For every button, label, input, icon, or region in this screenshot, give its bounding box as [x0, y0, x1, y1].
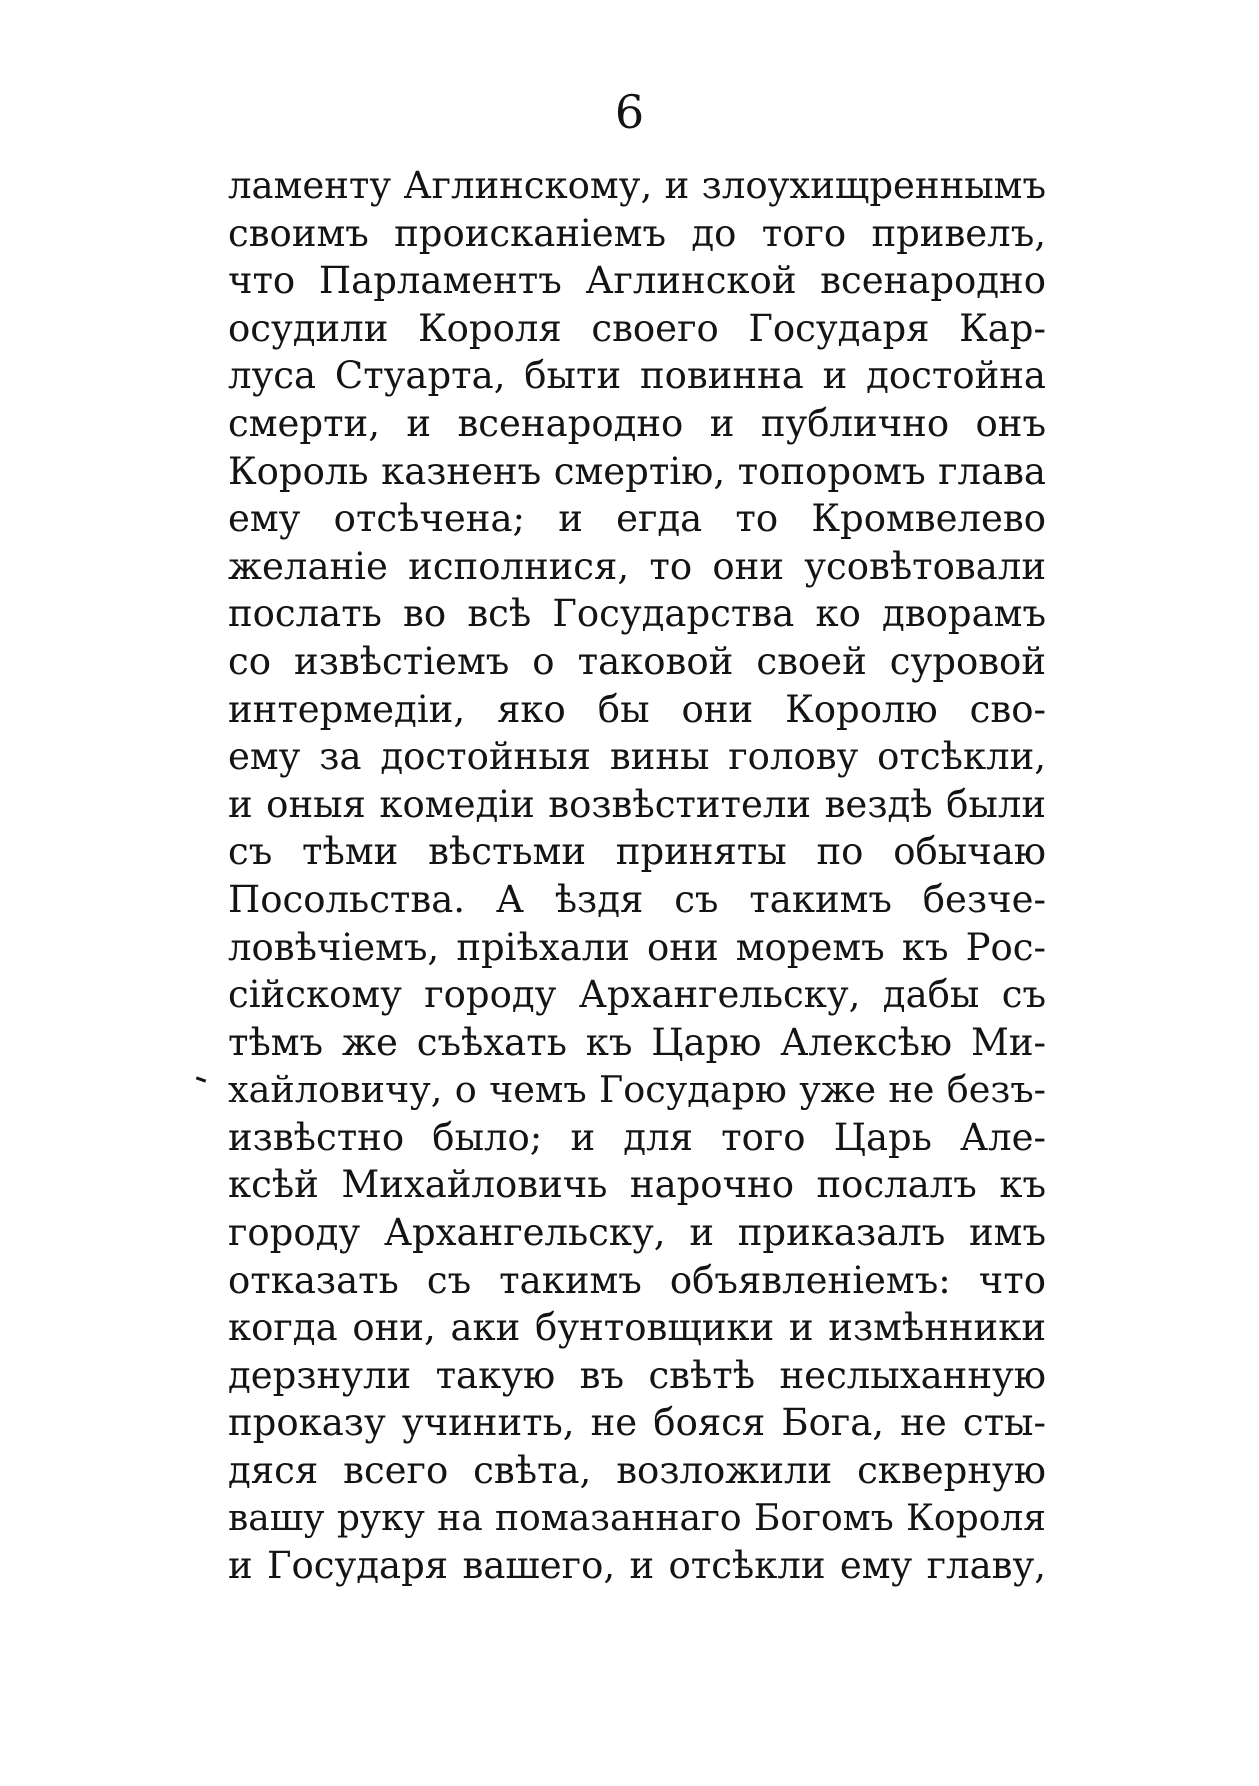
text-line: когда они, аки бунтовщики и измѣнники: [228, 1306, 1046, 1350]
text-line: что Парламентъ Аглинской всенародно: [228, 259, 1046, 303]
text-line: со извѣстіемъ о таковой своей суровой: [228, 639, 1046, 683]
text-line: отказать съ такимъ объявленіемъ: что: [228, 1258, 1046, 1302]
text-line: ксѣй Михайловичь нарочно послалъ къ: [228, 1163, 1046, 1207]
text-line: хайловичу, о чемъ Государю уже не безъ-: [228, 1068, 1046, 1112]
text-line: вашу руку на помазаннаго Богомъ Короля: [228, 1496, 1046, 1539]
text-line: ловѣчіемъ, пріѣхали они моремъ къ Рос-: [228, 925, 1046, 969]
text-line: проказу учинить, не бояся Бога, не сты-: [228, 1401, 1046, 1445]
text-line: ламенту Аглинскому, и злоухищреннымъ: [228, 164, 1046, 207]
text-line: дяся всего свѣта, возложили скверную: [228, 1449, 1046, 1493]
text-line: интермедіи, яко бы они Королю сво-: [228, 687, 1046, 731]
text-line: Посольства. А ѣздя съ такимъ безче-: [228, 877, 1046, 921]
text-line: луса Стуарта, быти повинна и достойна: [228, 354, 1046, 398]
text-line: смерти, и всенародно и публично онъ: [228, 401, 1046, 445]
text-line: тѣмъ же съѣхать къ Царю Алексѣю Ми-: [228, 1020, 1046, 1064]
text-line: ему за достойныя вины голову отсѣкли,: [228, 735, 1046, 779]
text-line: и оныя комедіи возвѣстители вездѣ были: [228, 782, 1046, 826]
text-line: Король казненъ смертію, топоромъ глава: [228, 449, 1046, 493]
text-line: сійскому городу Архангельску, дабы съ: [228, 973, 1046, 1017]
text-line: съ тѣми вѣстьми приняты по обычаю: [228, 830, 1046, 874]
margin-mark: [196, 1076, 206, 1082]
text-line: осудили Короля своего Государя Кар-: [228, 306, 1046, 350]
text-line: и Государя вашего, и отсѣкли ему главу,: [228, 1544, 1046, 1588]
text-line: своимъ происканіемъ до того привелъ,: [228, 211, 1046, 255]
text-line: желаніе исполнися, то они усовѣтовали: [228, 544, 1046, 588]
text-line: извѣстно было; и для того Царь Але-: [228, 1115, 1046, 1159]
text-line: послать во всѣ Государства ко дворамъ: [228, 592, 1046, 636]
body-text: [228, 162, 1046, 1590]
page-number: 6: [614, 85, 645, 139]
text-line: дерзнули такую въ свѣтѣ неслыханную: [228, 1353, 1046, 1397]
text-line: городу Архангельску, и приказалъ имъ: [228, 1211, 1046, 1255]
text-line: ему отсѣчена; и егда то Кромвелево: [228, 497, 1046, 541]
